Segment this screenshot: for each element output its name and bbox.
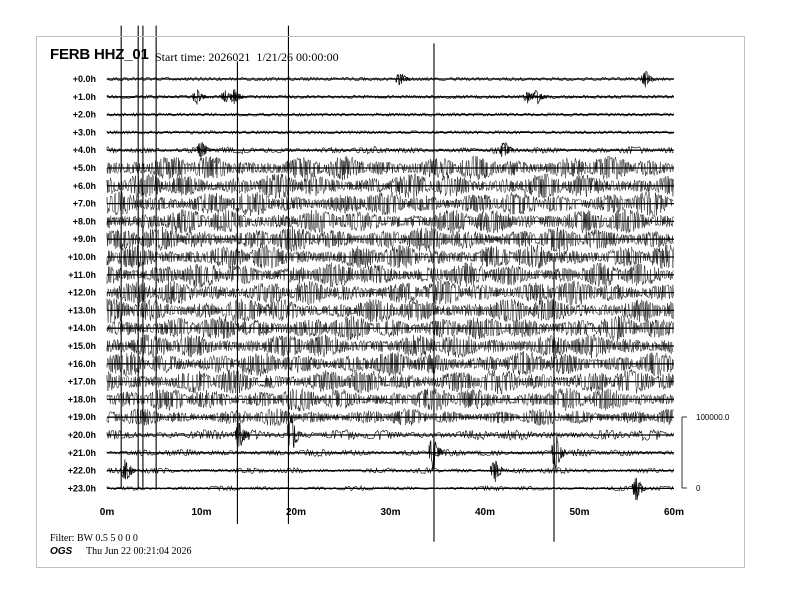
row-label: +10.0h: [67, 252, 96, 262]
scale-bar-top-label: 100000.0: [696, 413, 730, 422]
row-label: +6.0h: [72, 180, 96, 191]
row-label: +23.0h: [67, 483, 96, 494]
row-label: +4.0h: [72, 145, 96, 156]
row-label: +7.0h: [72, 198, 96, 209]
filter-text: Filter: BW 0.5 5 0 0 0: [50, 533, 138, 544]
row-label: +5.0h: [72, 163, 96, 173]
x-tick-label: 10m: [191, 507, 212, 518]
row-label: +13.0h: [67, 305, 96, 316]
x-tick-label: 60m: [663, 507, 685, 518]
row-label: +3.0h: [72, 127, 96, 138]
x-tick-label: 20m: [285, 507, 307, 518]
org-label: OGS: [50, 546, 73, 557]
row-label: +12.0h: [67, 287, 96, 298]
row-label: +19.0h: [67, 412, 96, 423]
row-label: +2.0h: [72, 109, 96, 120]
row-label: +14.0h: [67, 323, 96, 334]
row-label: +0.0h: [72, 74, 96, 84]
start-time-subtitle: Start time: 2026021 1/21/26 00:00:00: [155, 50, 339, 64]
row-label: +16.0h: [67, 358, 96, 369]
row-label: +20.0h: [67, 430, 96, 440]
generated-time: Thu Jun 22 00:21:04 2026: [86, 546, 192, 557]
plot-frame: [36, 36, 745, 568]
row-label: +1.0h: [72, 91, 96, 102]
row-label: +22.0h: [67, 465, 96, 476]
x-tick-label: 30m: [380, 507, 401, 518]
row-label: +18.0h: [67, 394, 96, 405]
x-tick-label: 0m: [99, 507, 115, 518]
row-label: +11.0h: [68, 269, 96, 280]
row-label: +15.0h: [67, 341, 96, 351]
x-tick-label: 50m: [569, 507, 590, 518]
scale-bar-bottom-label: 0: [696, 484, 701, 493]
row-label: +8.0h: [72, 216, 96, 227]
station-title: FERB HHZ_01: [50, 46, 149, 63]
row-label: +9.0h: [72, 234, 96, 245]
x-tick-label: 40m: [474, 507, 496, 518]
row-label: +21.0h: [67, 447, 96, 458]
row-label: +17.0h: [67, 376, 96, 387]
